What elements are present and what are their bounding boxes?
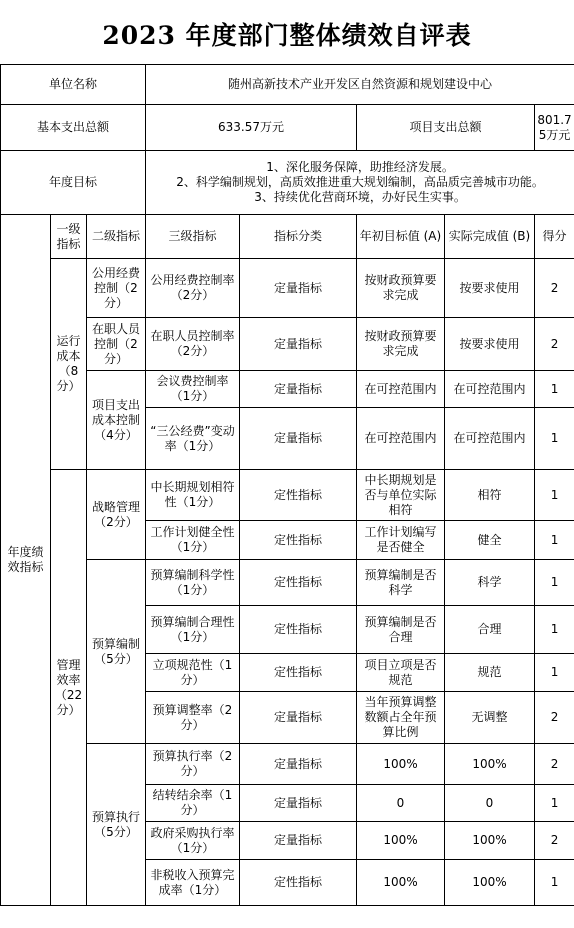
table-row [1, 470, 574, 521]
indicator-score: 1 [535, 860, 574, 906]
indicator-category: 定性指标 [240, 521, 357, 560]
indicator-category: 定量指标 [240, 744, 357, 785]
indicator-category: 定量指标 [240, 408, 357, 470]
indicator-name: 中长期规划相符性（1分） [146, 470, 240, 521]
indicator-actual: 无调整 [445, 692, 535, 744]
subgroup-project-cost: 项目支出成本控制（4分） [87, 371, 146, 470]
indicator-score: 2 [535, 318, 574, 371]
indicator-name: “三公经费”变动率（1分） [146, 408, 240, 470]
indicator-score: 1 [535, 408, 574, 470]
indicator-target: 按财政预算要求完成 [357, 259, 445, 318]
table-row [1, 259, 574, 318]
indicator-category: 定量指标 [240, 318, 357, 371]
unit-label: 单位名称 [1, 65, 146, 105]
indicator-target: 0 [357, 785, 445, 822]
group-management-efficiency: 管理效率（22分） [51, 470, 87, 906]
indicator-actual: 合理 [445, 606, 535, 654]
indicator-name: 会议费控制率（1分） [146, 371, 240, 408]
header-category: 指标分类 [240, 215, 357, 259]
indicator-name: 公用经费控制率（2分） [146, 259, 240, 318]
indicator-actual: 按要求使用 [445, 259, 535, 318]
table-row [1, 744, 574, 785]
indicator-category: 定量指标 [240, 259, 357, 318]
indicator-score: 1 [535, 470, 574, 521]
indicator-target: 100% [357, 860, 445, 906]
indicator-name: 预算执行率（2分） [146, 744, 240, 785]
indicator-score: 1 [535, 654, 574, 692]
header-level3: 三级指标 [146, 215, 240, 259]
goal-item: 3、持续优化营商环境，办好民生实事。 [254, 190, 466, 204]
header-score: 得分 [535, 215, 574, 259]
indicator-name: 预算编制科学性（1分） [146, 560, 240, 606]
page-title: 2023 年度部门整体绩效自评表 [102, 21, 472, 50]
indicator-name: 立项规范性（1分） [146, 654, 240, 692]
header-actual: 实际完成值 (B) [445, 215, 535, 259]
indicator-score: 1 [535, 371, 574, 408]
indicator-actual: 在可控范围内 [445, 371, 535, 408]
indicator-name: 结转结余率（1分） [146, 785, 240, 822]
group-operating-cost: 运行成本（8分） [51, 259, 87, 470]
indicator-target: 项目立项是否规范 [357, 654, 445, 692]
indicator-actual: 100% [445, 822, 535, 860]
goal-item: 1、深化服务保障，助推经济发展。 [266, 160, 454, 174]
goal-item: 2、科学编制规划，高质效推进重大规划编制，高品质完善城市功能。 [176, 175, 544, 189]
indicator-name: 工作计划健全性（1分） [146, 521, 240, 560]
indicator-category: 定量指标 [240, 371, 357, 408]
indicator-actual: 100% [445, 744, 535, 785]
table-row [1, 318, 574, 371]
indicator-target: 中长期规划是否与单位实际相符 [357, 470, 445, 521]
indicator-category: 定量指标 [240, 822, 357, 860]
indicator-category: 定性指标 [240, 860, 357, 906]
indicator-target: 100% [357, 822, 445, 860]
annual-indicator-label: 年度绩效指标 [1, 215, 51, 906]
indicator-actual: 在可控范围内 [445, 408, 535, 470]
table-row [1, 371, 574, 408]
indicator-score: 2 [535, 744, 574, 785]
indicator-actual: 100% [445, 860, 535, 906]
indicator-actual: 科学 [445, 560, 535, 606]
indicator-score: 1 [535, 785, 574, 822]
indicator-category: 定性指标 [240, 606, 357, 654]
subgroup-execution: 预算执行（5分） [87, 744, 146, 906]
project-expense-label: 项目支出总额 [357, 105, 535, 151]
subgroup-staff-control: 在职人员控制（2分） [87, 318, 146, 371]
indicator-target: 当年预算调整数额占全年预算比例 [357, 692, 445, 744]
basic-expense-label: 基本支出总额 [1, 105, 146, 151]
indicator-name: 政府采购执行率（1分） [146, 822, 240, 860]
indicator-category: 定量指标 [240, 785, 357, 822]
table-row [1, 560, 574, 606]
indicator-name: 在职人员控制率（2分） [146, 318, 240, 371]
subgroup-budgeting: 预算编制（5分） [87, 560, 146, 744]
indicator-actual: 健全 [445, 521, 535, 560]
header-level1: 一级指标 [51, 215, 87, 259]
indicator-actual: 相符 [445, 470, 535, 521]
unit-value: 随州高新技术产业开发区自然资源和规划建设中心 [146, 65, 574, 105]
basic-expense-value: 633.57万元 [146, 105, 357, 151]
indicator-actual: 0 [445, 785, 535, 822]
indicator-target: 按财政预算要求完成 [357, 318, 445, 371]
indicator-category: 定量指标 [240, 692, 357, 744]
project-expense-value: 801.75万元 [535, 105, 574, 151]
subgroup-public-funds: 公用经费控制（2分） [87, 259, 146, 318]
annual-goals [146, 151, 574, 215]
subgroup-strategy: 战略管理（2分） [87, 470, 146, 560]
evaluation-table [0, 64, 574, 906]
indicator-target: 100% [357, 744, 445, 785]
header-level2: 二级指标 [87, 215, 146, 259]
annual-goal-label: 年度目标 [1, 151, 146, 215]
indicator-actual: 规范 [445, 654, 535, 692]
indicator-name: 预算调整率（2分） [146, 692, 240, 744]
indicator-name: 预算编制合理性（1分） [146, 606, 240, 654]
indicator-name: 非税收入预算完成率（1分） [146, 860, 240, 906]
indicator-score: 1 [535, 606, 574, 654]
indicator-actual: 按要求使用 [445, 318, 535, 371]
indicator-category: 定性指标 [240, 654, 357, 692]
indicator-category: 定性指标 [240, 470, 357, 521]
indicator-score: 2 [535, 259, 574, 318]
indicator-score: 1 [535, 521, 574, 560]
indicator-target: 工作计划编写是否健全 [357, 521, 445, 560]
header-target: 年初目标值 (A) [357, 215, 445, 259]
indicator-score: 1 [535, 560, 574, 606]
indicator-score: 2 [535, 692, 574, 744]
indicator-target: 预算编制是否合理 [357, 606, 445, 654]
indicator-category: 定性指标 [240, 560, 357, 606]
indicator-target: 在可控范围内 [357, 408, 445, 470]
indicator-score: 2 [535, 822, 574, 860]
indicator-target: 在可控范围内 [357, 371, 445, 408]
indicator-target: 预算编制是否科学 [357, 560, 445, 606]
